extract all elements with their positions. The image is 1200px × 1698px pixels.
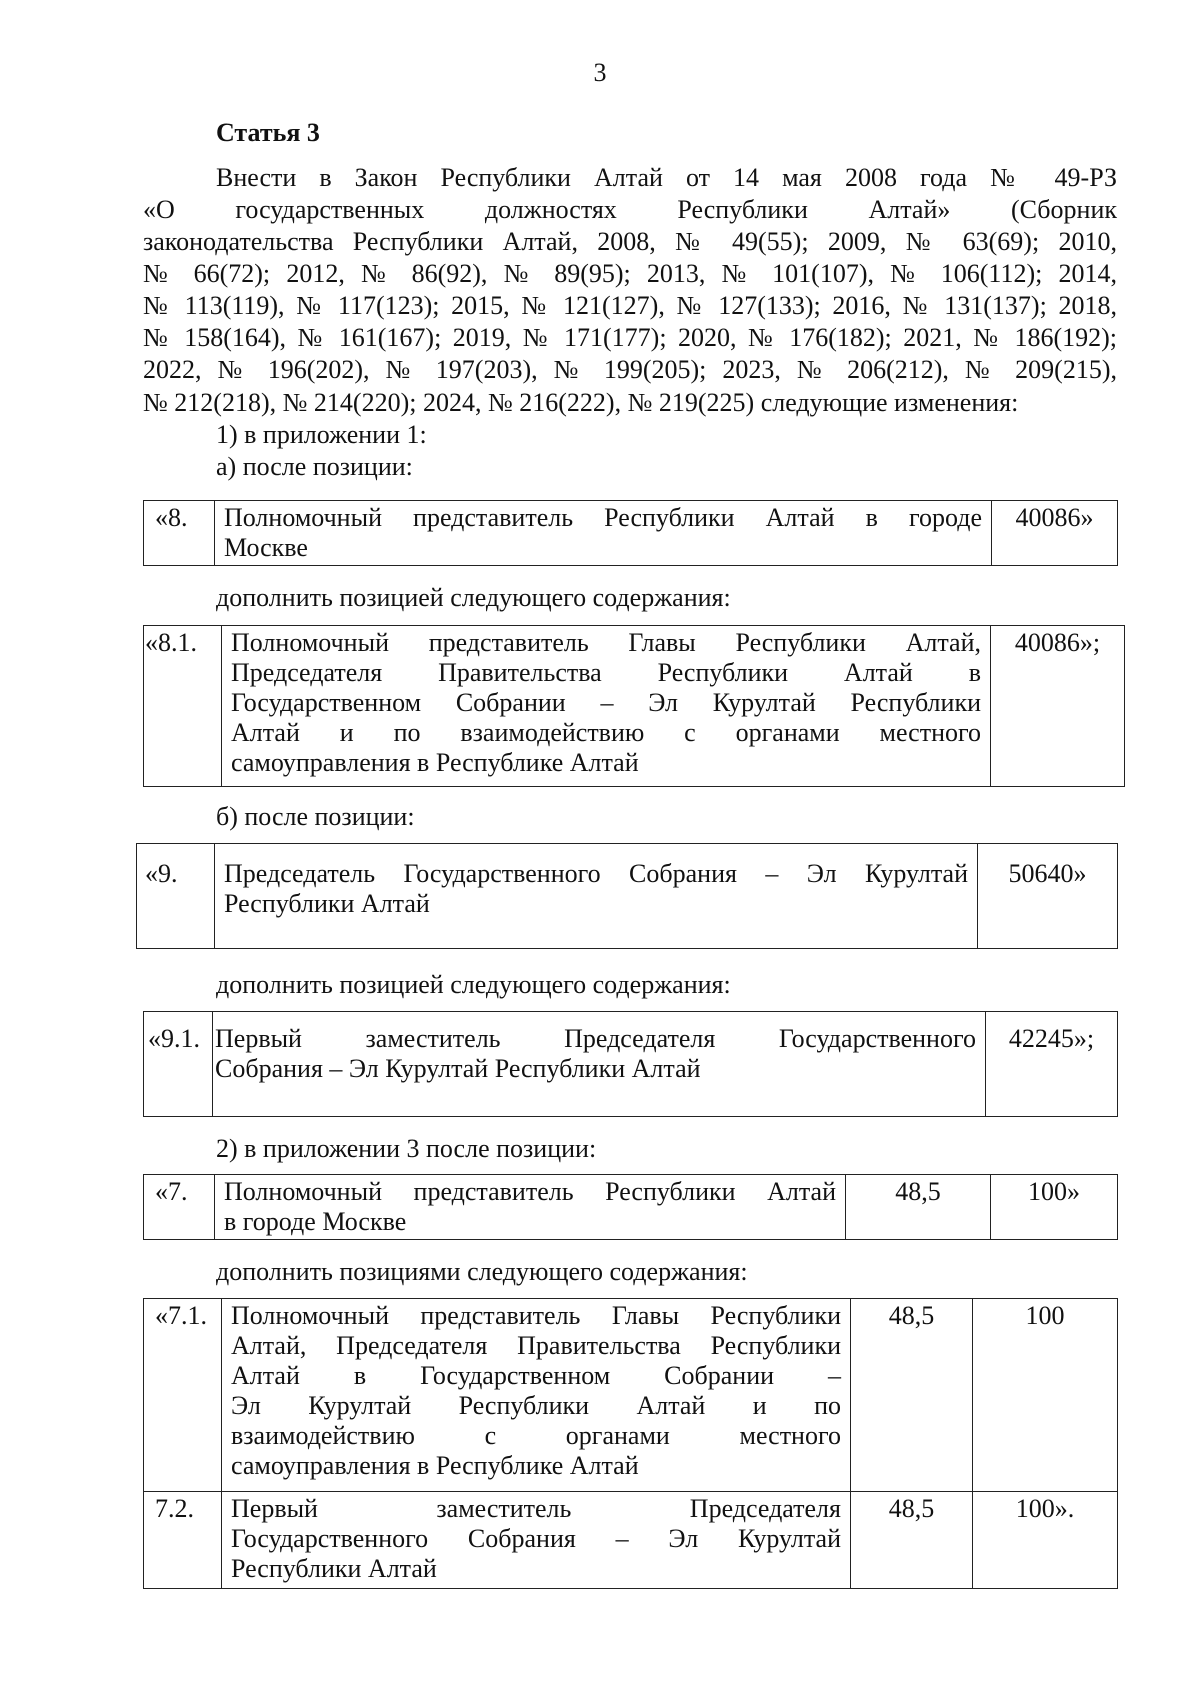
article-title: Статья 3 (216, 118, 320, 147)
position-table-8 (143, 500, 1118, 566)
title-line: Алтай и по взаимодействию с органами местного (231, 718, 981, 747)
intro-line: законодательства Республики Алтай, 2008, № 49(55); 2009, № 63(69); 2010, (143, 227, 1117, 256)
table-row (144, 1299, 1118, 1492)
title-line: Председателя Правительства Республики Алтай в (231, 658, 981, 687)
position-value2-cell: 100» (991, 1175, 1118, 1240)
table-row (144, 1012, 1118, 1117)
title-line: Полномочный представитель Главы Республики (231, 1301, 841, 1330)
position-number-cell: 7.2. (144, 1492, 222, 1589)
title-line: Алтай в Государственном Собрании – (231, 1361, 841, 1390)
position-title-cell (213, 1012, 986, 1117)
position-number-cell: «9. (137, 844, 215, 949)
supplement-instruction-3: дополнить позициями следующего содержания: (216, 1257, 748, 1286)
position-table-8-1 (143, 625, 1125, 787)
title-line: Полномочный представитель Республики Алтай в городе (224, 503, 982, 532)
table-row (144, 501, 1118, 566)
intro-line: № 66(72); 2012, № 86(92), № 89(95); 2013, № 101(107), № 106(112); 2014, (143, 259, 1117, 288)
intro-line: «О государственных должностях Республики Алтай» (Сборник (143, 195, 1117, 224)
title-line: Эл Курултай Республики Алтай и по (231, 1391, 841, 1420)
title-line: взаимодействию с органами местного (231, 1421, 841, 1450)
title-line: самоуправления в Республике Алтай (231, 748, 639, 777)
supplement-instruction-2: дополнить позицией следующего содержания: (216, 970, 731, 999)
item-1a: а) после позиции: (216, 452, 413, 481)
position-title-cell (222, 1492, 851, 1589)
position-value-cell: 42245»; (986, 1012, 1118, 1117)
intro-line: 2022, № 196(202), № 197(203), № 199(205); 2023, № 206(212), № 209(215), (143, 355, 1117, 384)
position-title-cell (215, 844, 978, 949)
table-row (144, 1492, 1118, 1589)
position-title-cell (215, 1175, 846, 1240)
position-value-cell: 50640» (978, 844, 1118, 949)
position-number-cell: «8. (144, 501, 215, 566)
title-line: Москве (224, 533, 308, 562)
title-line: Государственного Собрания – Эл Курултай (231, 1524, 841, 1553)
position-number-cell: «7. (144, 1175, 215, 1240)
position-value-cell: 40086»; (991, 626, 1125, 787)
title-line: Республики Алтай (224, 889, 430, 918)
position-title-cell (215, 501, 992, 566)
supplement-instruction-1: дополнить позицией следующего содержания: (216, 583, 731, 612)
title-line: Полномочный представитель Главы Республики Алтай, (231, 628, 981, 657)
item-1: 1) в приложении 1: (216, 420, 427, 449)
position-title-cell (222, 626, 991, 787)
position-value1-cell: 48,5 (851, 1299, 973, 1492)
intro-line: Внести в Закон Республики Алтай от 14 мая 2008 года № 49-РЗ (216, 163, 1117, 192)
position-table-9 (136, 843, 1118, 949)
item-2: 2) в приложении 3 после позиции: (216, 1134, 597, 1163)
position-number-cell: «9.1. (144, 1012, 213, 1117)
position-value1-cell: 48,5 (851, 1492, 973, 1589)
intro-line: № 113(119), № 117(123); 2015, № 121(127), № 127(133); 2016, № 131(137); 2018, (143, 291, 1117, 320)
page-number: 3 (593, 58, 607, 87)
position-title-cell (222, 1299, 851, 1492)
title-line: самоуправления в Республике Алтай (231, 1451, 639, 1480)
intro-line: № 158(164), № 161(167); 2019, № 171(177); 2020, № 176(182); 2021, № 186(192); (143, 323, 1117, 352)
title-line: Председатель Государственного Собрания – Эл Курултай (224, 859, 968, 888)
table-row (144, 626, 1125, 787)
position-number-cell: «7.1. (144, 1299, 222, 1492)
table-row (144, 1175, 1118, 1240)
position-value2-cell: 100 (973, 1299, 1118, 1492)
position-table-9-1 (143, 1011, 1118, 1117)
title-line: Республики Алтай (231, 1554, 437, 1583)
title-line: Первый заместитель Председателя (231, 1494, 841, 1523)
position-value2-cell: 100». (973, 1492, 1118, 1589)
position-value-cell: 40086» (992, 501, 1118, 566)
title-line: Полномочный представитель Республики Алтай (224, 1177, 836, 1206)
position-table-7 (143, 1174, 1118, 1240)
position-value1-cell: 48,5 (846, 1175, 991, 1240)
position-table-7x (143, 1298, 1118, 1589)
title-line: Государственном Собрании – Эл Курултай Республики (231, 688, 981, 717)
table-row (137, 844, 1118, 949)
intro-line: № 212(218), № 214(220); 2024, № 216(222), № 219(225) следующие изменения: (143, 388, 1019, 417)
title-line: Собрания – Эл Курултай Республики Алтай (215, 1054, 701, 1083)
title-line: Алтай, Председателя Правительства Республики (231, 1331, 841, 1360)
item-1b: б) после позиции: (216, 802, 415, 831)
title-line: в городе Москве (224, 1207, 407, 1236)
title-line: Первый заместитель Председателя Государственного (215, 1024, 976, 1053)
position-number-cell: «8.1. (144, 626, 222, 787)
